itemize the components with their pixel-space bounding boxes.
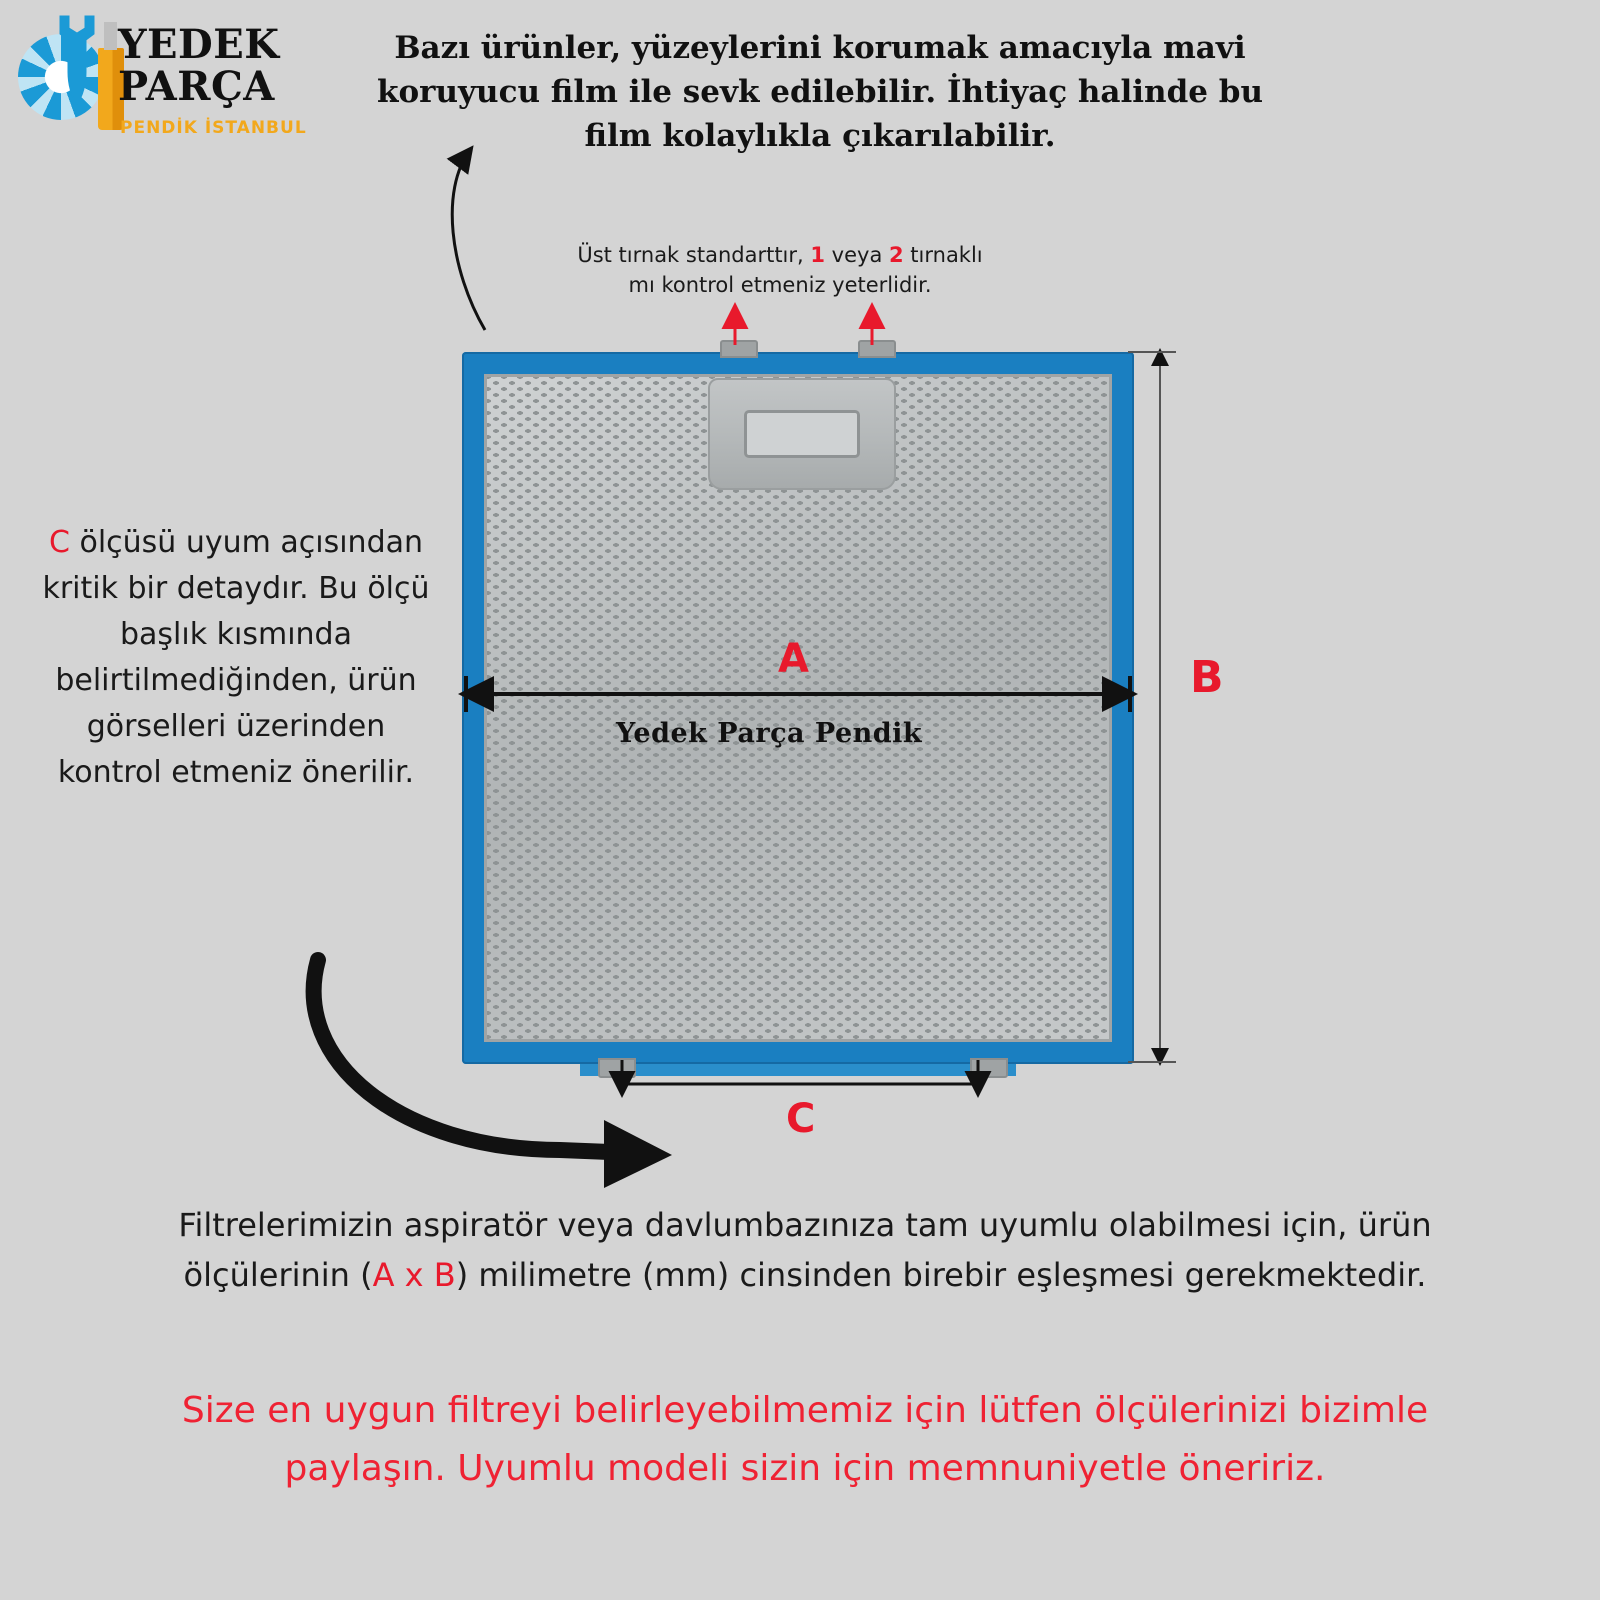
page-headline: Bazı ürünler, yüzeylerini korumak amacıyla mavi koruyucu film ile sevk edilebilir. İhtiyaç halinde bu film kolaylıkla çıkarılabilir. — [377, 30, 1263, 154]
brand-name: YEDEK PARÇA — [118, 21, 280, 110]
left-note-text: ölçüsü uyum açısından kritik bir detaydır. Bu ölçü başlık kısmında belirtilmediğinden, ürün görselleri üzerinden kontrol etmeniz önerilir. — [42, 525, 430, 790]
measure-label-b: B — [1190, 652, 1224, 703]
top-tab-2 — [858, 340, 896, 358]
wrench-icon — [54, 14, 100, 106]
tab-note-part1: Üst tırnak standarttır, — [577, 243, 811, 267]
filter-handle — [708, 378, 896, 490]
bottom-note-highlight: A x B — [372, 1256, 456, 1294]
filter-illustration — [462, 352, 1134, 1064]
callout-arrow-c-head — [604, 1120, 672, 1188]
tab-note-part3: tırnaklı — [903, 243, 983, 267]
tab-note-line2: mı kontrol etmeniz yeterlidir. — [628, 273, 932, 297]
tab-note-part2: veya — [825, 243, 889, 267]
tab-note-num2: 2 — [889, 243, 904, 267]
brand-logo — [14, 10, 314, 145]
callout-arrow-film — [452, 150, 485, 330]
left-note-highlight: C — [48, 525, 70, 560]
bottom-note-part1: Filtrelerimizin aspiratör veya davlumbazınıza tam uyumlu olabilmesi için, ürün ölçülerinin ( — [178, 1206, 1432, 1294]
bottom-tab-2 — [970, 1058, 1008, 1078]
bottom-note-part2: ) milimetre (mm) cinsinden birebir eşleşmesi gerekmektedir. — [455, 1256, 1427, 1294]
tab-note — [520, 240, 1040, 300]
measure-label-a: A — [778, 636, 809, 682]
watermark-text: Yedek Parça Pendik — [616, 718, 923, 749]
bottom-note — [120, 1200, 1490, 1300]
cta-text: Size en uygun filtreyi belirleyebilmemiz için lütfen ölçülerinizi bizimle paylaşın. Uyumlu modeli sizin için memnuniyetle öneririz. — [181, 1390, 1429, 1489]
bottom-tab-1 — [598, 1058, 636, 1078]
handle-slot — [744, 410, 860, 458]
left-note — [36, 520, 436, 796]
top-tab-1 — [720, 340, 758, 358]
bottom-lip — [580, 1064, 1016, 1076]
tab-note-num1: 1 — [810, 243, 825, 267]
measure-label-c: C — [786, 1096, 816, 1142]
brand-subtitle: PENDİK İSTANBUL — [120, 118, 307, 138]
